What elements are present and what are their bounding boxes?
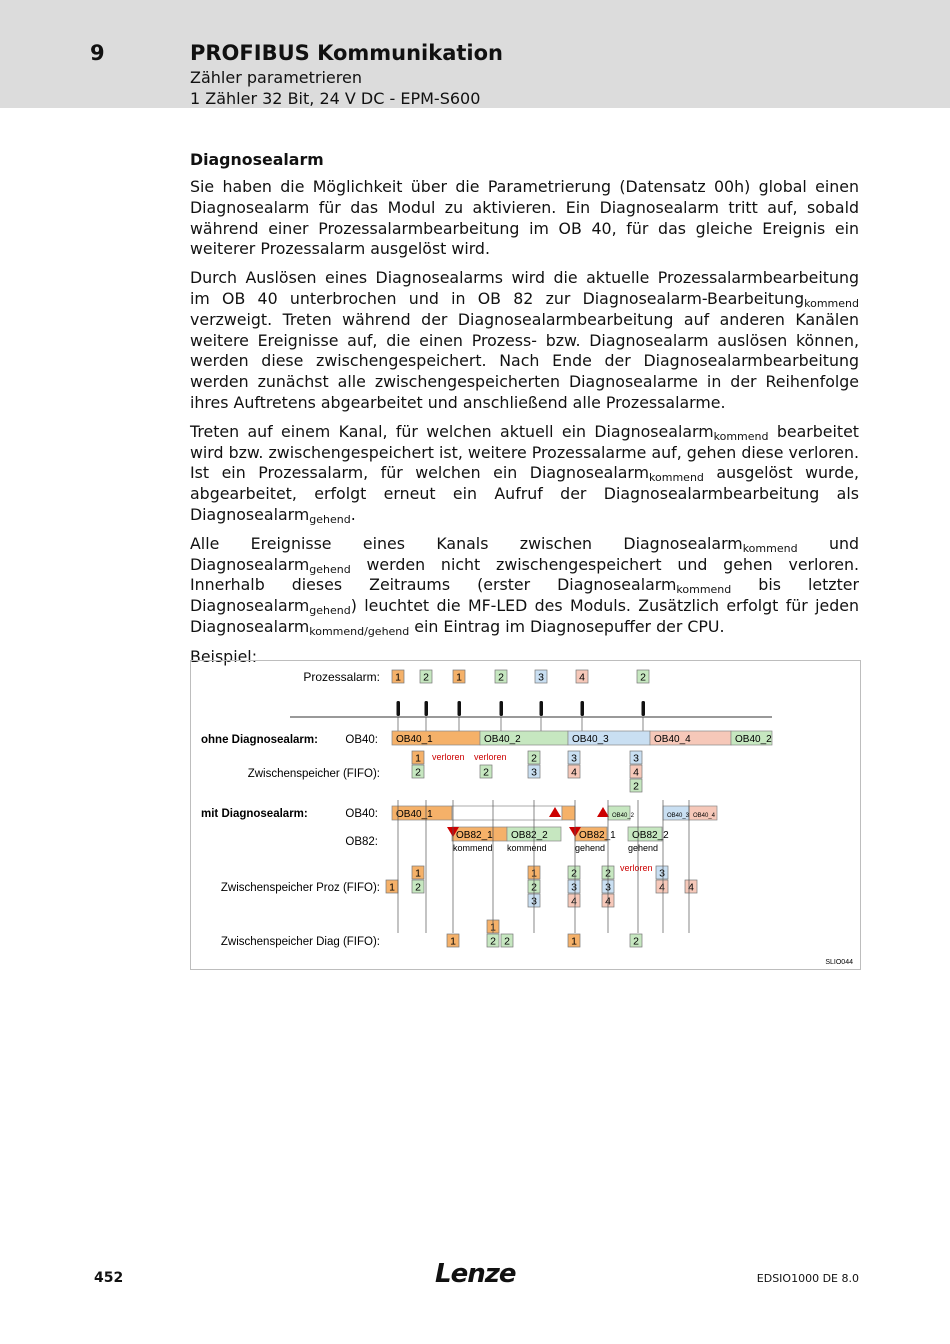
subtitle-2: 1 Zähler 32 Bit, 24 V DC - EPM-S600: [190, 89, 481, 108]
fifo-diag-e1-label: 2: [633, 935, 639, 948]
fifo-ohne-e1-label: 3: [633, 752, 639, 765]
fifo-ohne-e3-label: 2: [633, 780, 639, 793]
verloren-ohne-1: verloren: [432, 752, 465, 762]
alarm-5-label: 3: [538, 671, 544, 684]
paragraph-4: Alle Ereignisse eines Kanals zwischen Diagnosealarm$_{kommend}$ und Diagnosealarm$_{gehend}$ werden nicht zwischengespeichert und gehen verloren. Innerhalb dieses Zeitraums (erster Diagnosealarm$_{kommend}$ bis letzter Diagnosealarm$_{gehend}$) leuchtet die MF-LED des Moduls. Zusätzlich erfolgt für jeden Diagnosealarm$_{kommend/gehend}$ ein Eintrag im Diagnosepuffer der CPU.: [190, 533, 859, 638]
label-fifo: Zwischenspeicher (FIFO):: [247, 768, 380, 780]
gehend-1: gehend: [575, 843, 606, 853]
alarm-pulse-4: [500, 701, 504, 716]
alarm-pulse-1: [397, 701, 401, 716]
fifo-proz-b2-label: 2: [415, 881, 421, 894]
label-fifo-diag: Zwischenspeicher Diag (FIFO):: [220, 936, 380, 948]
timing-diagram-svg: [191, 661, 860, 969]
label-fifo-proz: Zwischenspeicher Proz (FIFO):: [220, 882, 380, 894]
ob82-2-label: OB82_2: [511, 830, 548, 841]
alarm-pulse-3: [458, 701, 462, 716]
ob40-mit-1-label: OB40_1: [396, 809, 433, 820]
fifo-proz-d1-label: 2: [571, 867, 577, 880]
fifo-diag-b1-label: 1: [490, 921, 496, 934]
label-mit-diagnosealarm: mit Diagnosealarm:: [201, 808, 308, 820]
paragraph-3: Treten auf einem Kanal, für welchen aktuell ein Diagnosealarm$_{kommend}$ bearbeitet wird bzw. zwischengespeichert ist, weitere Prozessalarme auf, gehen diese verloren. Ist ein Prozessalarm, für welchen ein Diagnosealarm$_{kommend}$ ausgelöst wurde, abgearbeitet, erfolgt erneut ein Aufruf der Diagnosealarmbearbeitung als Diagnosealarm$_{gehend}$.: [190, 421, 860, 526]
ob40-mit-4-label: OB40_4: [693, 813, 716, 819]
fifo-proz-e2-label: 3: [605, 881, 611, 894]
page-header: [0, 0, 950, 108]
example-label: Beispiel:: [190, 646, 258, 666]
kommend-2: kommend: [507, 843, 547, 853]
paragraph-1: Sie haben die Möglichkeit über die Parametrierung (Datensatz 00h) global einen Diagnosealarm für das Modul zu aktivieren. Ein Diagnosealarm tritt auf, sobald während einer Prozessalarmbearbeitung im OB 40, für das gleiche Ereignis ein weiterer Prozessalarm ausgelöst wird.: [190, 177, 859, 259]
section-heading: Diagnosealarm: [190, 150, 324, 169]
fifo-proz-e1-label: 2: [605, 867, 611, 880]
fifo-proz-e3-label: 4: [605, 895, 611, 908]
verloren-mit: verloren: [620, 863, 653, 873]
main-content: [190, 150, 859, 676]
ob82-3-label: OB82_1: [579, 830, 616, 841]
ob40-mit-3-label: OB40_3: [667, 813, 690, 819]
fifo-ohne-e2-label: 4: [633, 766, 639, 779]
chapter-number: 9: [90, 41, 105, 65]
alarm-pulse-2: [425, 701, 429, 716]
document-id: EDSIO1000 DE 8.0: [756, 1272, 859, 1285]
fifo-ohne-a2-label: 2: [415, 766, 421, 779]
kommend-1: kommend: [453, 843, 493, 853]
alarm-4-label: 2: [498, 671, 504, 684]
fifo-proz-g1-label: 4: [688, 881, 694, 894]
alarm-2-label: 2: [423, 671, 429, 684]
subtitle-1: Zähler parametrieren: [190, 68, 362, 87]
fifo-ohne-d1-label: 3: [571, 752, 577, 765]
fifo-diag-b2-label: 2: [490, 935, 496, 948]
ob82-4-label: OB82_2: [632, 830, 669, 841]
label-prozessalarm: Prozessalarm:: [303, 670, 380, 684]
lenze-logo: Lenze: [435, 1259, 516, 1289]
ob40-ohne-3-label: OB40_3: [572, 734, 609, 745]
ob40-ohne-4-label: OB40_4: [654, 734, 691, 745]
ob40-ohne-5-label: OB40_2: [735, 734, 772, 745]
chapter-title: PROFIBUS Kommunikation: [190, 41, 504, 65]
verloren-ohne-2: verloren: [474, 752, 507, 762]
ob40-mit-1-end: [562, 806, 575, 820]
label-ob40-mit: OB40:: [345, 808, 378, 820]
alarm-3-label: 1: [456, 671, 462, 684]
label-ohne-diagnosealarm: ohne Diagnosealarm:: [201, 734, 318, 746]
alarm-6-label: 4: [579, 671, 585, 684]
ob40-ohne-2-label: OB40_2: [484, 734, 521, 745]
alarm-7-label: 2: [640, 671, 646, 684]
label-ob82: OB82:: [345, 836, 378, 848]
ob82-1-label: OB82_1: [456, 830, 493, 841]
alarm-pulse-7: [642, 701, 646, 716]
fifo-ohne-a1-label: 1: [415, 752, 421, 765]
fifo-proz-a1-label: 1: [389, 881, 395, 894]
fifo-ohne-d2-label: 4: [571, 766, 577, 779]
fifo-diag-d1-label: 1: [571, 935, 577, 948]
fifo-diag-c1-label: 2: [504, 935, 510, 948]
fifo-ohne-c1-label: 2: [531, 752, 537, 765]
fifo-proz-f1-label: 3: [659, 867, 665, 880]
ob40-ohne-1-label: OB40_1: [396, 734, 433, 745]
fifo-proz-f2-label: 4: [659, 881, 665, 894]
fifo-proz-c2-label: 2: [531, 881, 537, 894]
alarm-pulse-6: [581, 701, 585, 716]
page-number: 452: [94, 1270, 124, 1286]
fifo-proz-d3-label: 4: [571, 895, 577, 908]
alarm-1-label: 1: [395, 671, 401, 684]
fifo-proz-d2-label: 3: [571, 881, 577, 894]
timing-diagram: [190, 660, 861, 970]
gehend-2: gehend: [628, 843, 659, 853]
figure-id: SLIO044: [825, 959, 853, 966]
paragraph-2: Durch Auslösen eines Diagnosealarms wird die aktuelle Prozessalarmbearbeitung im OB 40 unterbrochen und in OB 82 zur Diagnosealarm-Bearbeitung$_{kommend}$ verzweigt. Treten während der Diagnosealarmbearbeitung auf anderen Kanälen weitere Ereignisse auf, die einen Prozess- bzw. Diagnosealarm auslösen können, werden diese zwischengespeichert. Nach Ende der Diagnosealarmbearbeitung werden zunächst alle zwischengespeicherten Diagnosealarme in der Reihenfolge ihres Auftretens abgearbeitet und anschließend alle Prozessalarme.: [190, 268, 859, 412]
ob40-mit-2-label: OB40_2: [612, 813, 635, 819]
fifo-diag-a1-label: 1: [450, 935, 456, 948]
label-ob40-ohne: OB40:: [345, 734, 378, 746]
fifo-proz-b1-label: 1: [415, 867, 421, 880]
fifo-ohne-c2-label: 3: [531, 766, 537, 779]
fifo-ohne-b1-label: 2: [483, 766, 489, 779]
fifo-proz-c1-label: 1: [531, 867, 537, 880]
fifo-proz-c3-label: 3: [531, 895, 537, 908]
arrow-up-2: [597, 807, 609, 817]
ob40-mit-1-interrupted: [452, 806, 562, 820]
alarm-pulse-5: [540, 701, 544, 716]
